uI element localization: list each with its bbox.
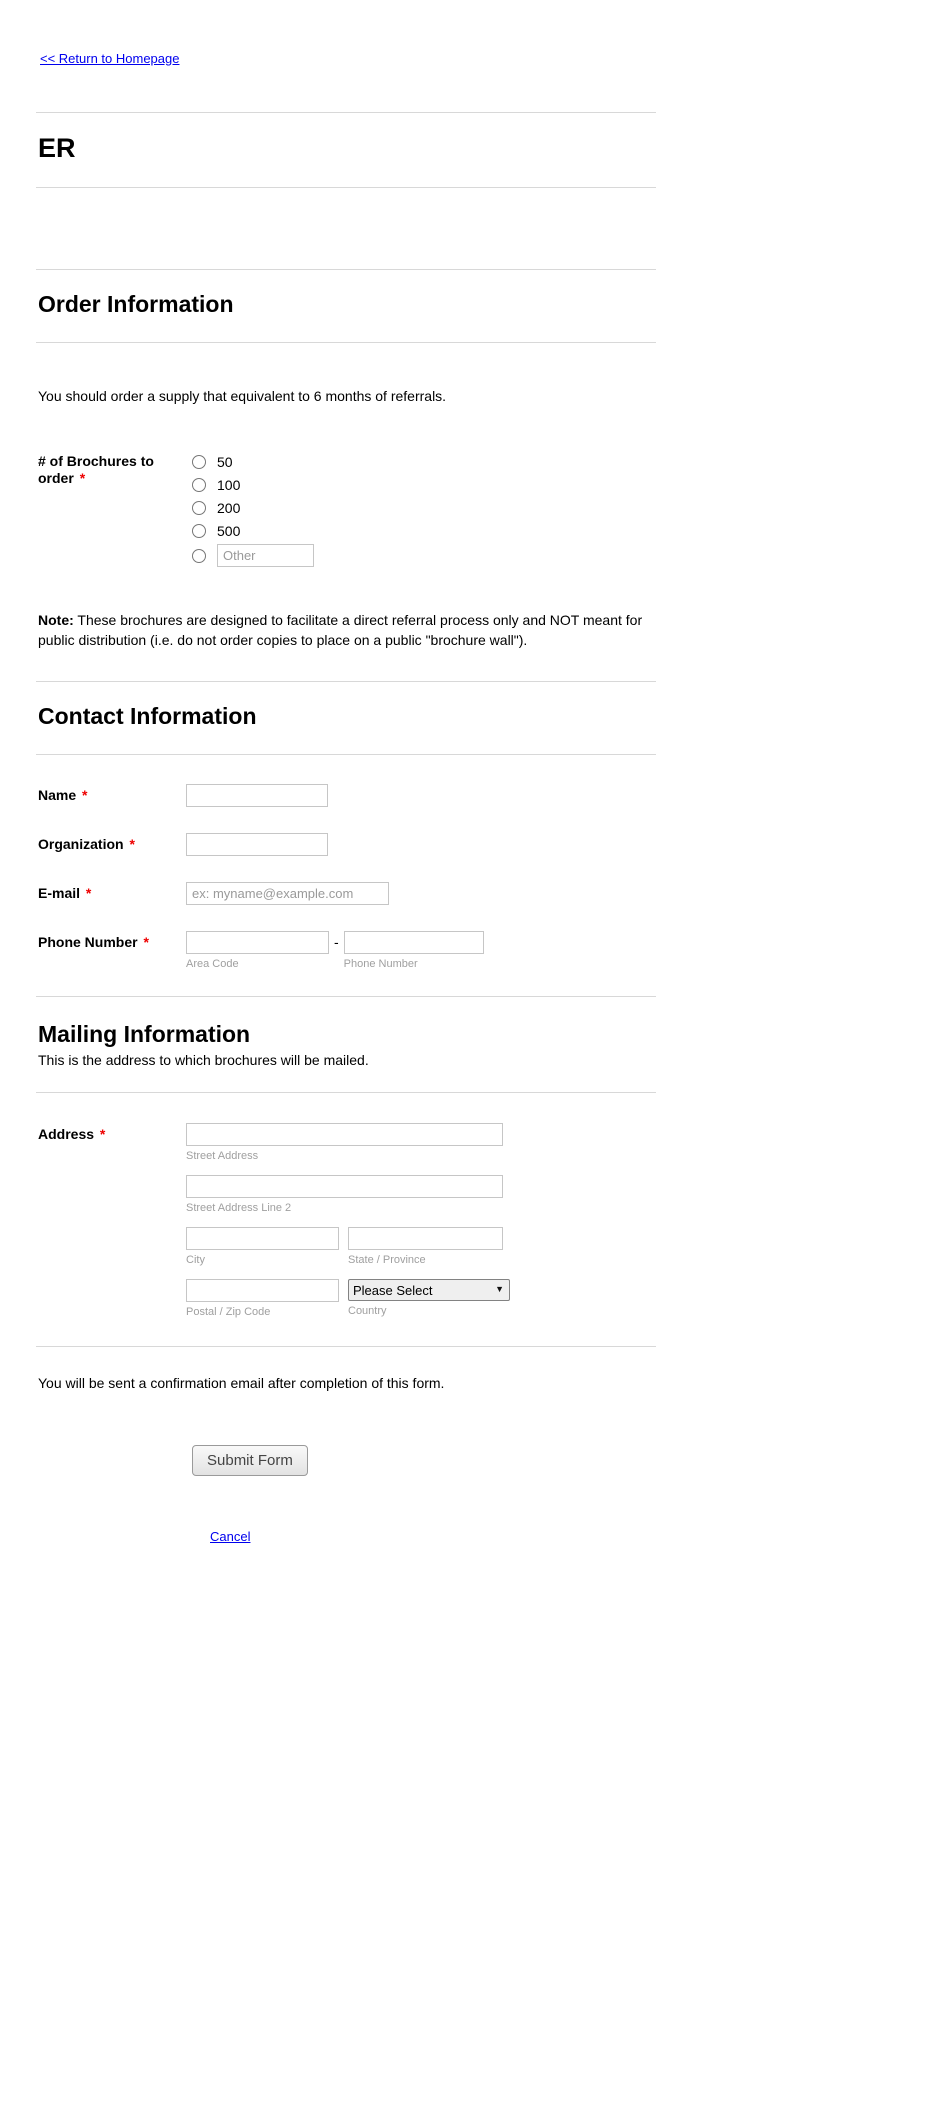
brochures-radio-other[interactable]: [192, 549, 206, 563]
postal-code-sublabel: Postal / Zip Code: [186, 1306, 271, 1318]
order-note: [38, 610, 656, 650]
name-input[interactable]: [186, 784, 328, 807]
cancel-row: [210, 1528, 656, 1546]
brochures-option-500[interactable]: [186, 519, 314, 542]
email-input[interactable]: [186, 882, 389, 905]
name-field-label: [36, 784, 186, 804]
city-group: [186, 1227, 339, 1266]
phone-area-group: [186, 931, 329, 970]
section-divider: [36, 754, 656, 755]
brochures-field-label: [36, 450, 186, 487]
postal-code-input[interactable]: [186, 1279, 339, 1302]
order-section-heading: Order Information: [38, 291, 234, 317]
street-address-group: [186, 1123, 510, 1162]
brochures-option-other[interactable]: [186, 542, 314, 569]
organization-input[interactable]: [186, 833, 328, 856]
brochures-option-label: 500: [217, 522, 241, 539]
name-field: [36, 784, 656, 807]
section-divider: [36, 1346, 656, 1347]
submit-button[interactable]: Submit Form: [192, 1445, 308, 1476]
section-divider: [36, 342, 656, 343]
city-state-line: [186, 1227, 510, 1266]
brochures-radio-200[interactable]: [192, 501, 206, 515]
confirmation-text: You will be sent a confirmation email after completion of this form.: [38, 1375, 445, 1391]
mailing-description: This is the address to which brochures will be mailed.: [38, 1052, 369, 1068]
postal-group: [186, 1279, 339, 1318]
cancel-link[interactable]: Cancel: [210, 1529, 251, 1544]
brochures-radio-500[interactable]: [192, 524, 206, 538]
street-address-input[interactable]: [186, 1123, 503, 1146]
order-instructions: You should order a supply that equivalent to 6 months of referrals.: [38, 388, 447, 404]
required-star: *: [143, 934, 149, 950]
area-code-sublabel: Area Code: [186, 958, 239, 970]
email-field: [36, 882, 656, 905]
mailing-section-heading: Mailing Information: [38, 1021, 251, 1047]
brochures-other-input[interactable]: [217, 544, 314, 567]
return-homepage-link[interactable]: << Return to Homepage: [40, 51, 180, 66]
section-divider: [36, 269, 656, 270]
brochures-option-100[interactable]: [186, 473, 314, 496]
section-divider: [36, 1092, 656, 1093]
contact-fields: [36, 784, 656, 970]
country-select-wrap: [348, 1279, 510, 1301]
required-star: *: [129, 836, 135, 852]
phone-number-input[interactable]: [344, 931, 484, 954]
phone-field: [36, 931, 656, 970]
phone-field-label: [36, 931, 186, 951]
country-group: [348, 1279, 510, 1318]
note-label: Note:: [38, 612, 74, 628]
required-star: *: [82, 787, 88, 803]
required-star: *: [99, 1126, 106, 1142]
street-address2-group: [186, 1175, 510, 1214]
brochures-field: [36, 450, 656, 569]
form-page: [36, 0, 656, 2106]
submit-row: [192, 1445, 656, 1476]
address-field-label: [36, 1123, 186, 1143]
postal-country-line: [186, 1279, 510, 1318]
street-address-sublabel: Street Address: [186, 1150, 259, 1162]
address-label-text: Address: [38, 1126, 95, 1142]
city-sublabel: City: [186, 1254, 205, 1266]
street-address2-input[interactable]: [186, 1175, 503, 1198]
phone-inputs: [186, 931, 484, 970]
form-title: ER: [38, 133, 76, 163]
state-group: [348, 1227, 503, 1266]
state-sublabel: State / Province: [348, 1254, 426, 1266]
organization-field-label: [36, 833, 186, 853]
brochures-radio-100[interactable]: [192, 478, 206, 492]
country-sublabel: Country: [348, 1305, 387, 1317]
section-divider: [36, 112, 656, 113]
required-star: *: [79, 470, 86, 486]
email-field-label: [36, 882, 186, 902]
phone-label-text: Phone Number: [38, 934, 138, 950]
brochures-option-label: 200: [217, 499, 241, 516]
organization-field: [36, 833, 656, 856]
brochures-option-label: 100: [217, 476, 241, 493]
name-label-text: Name: [38, 787, 77, 803]
section-divider: [36, 187, 656, 188]
phone-area-code-input[interactable]: [186, 931, 329, 954]
organization-label-text: Organization: [38, 836, 124, 852]
country-select[interactable]: [348, 1279, 510, 1301]
contact-section-heading: Contact Information: [38, 703, 257, 729]
note-text: These brochures are designed to facilitate a direct referral process only and NOT meant for public distribution (i.e. do not order copies to place on a public "brochure wall").: [38, 612, 643, 648]
phone-number-sublabel: Phone Number: [343, 958, 418, 970]
brochures-option-50[interactable]: [186, 450, 314, 473]
email-label-text: E-mail: [38, 885, 81, 901]
street-address2-sublabel: Street Address Line 2: [186, 1202, 292, 1214]
address-inputs: [186, 1123, 510, 1318]
required-star: *: [85, 885, 92, 901]
city-input[interactable]: [186, 1227, 339, 1250]
address-field: [36, 1123, 656, 1318]
dropdown-arrow-icon: ▼: [495, 1284, 504, 1294]
brochures-radio-group: [186, 450, 314, 569]
brochures-label-text: # of Brochures to order: [38, 453, 154, 486]
section-divider: [36, 996, 656, 997]
section-divider: [36, 681, 656, 682]
brochures-option-label: 50: [217, 453, 233, 470]
brochures-radio-50[interactable]: [192, 455, 206, 469]
phone-separator: -: [334, 934, 339, 950]
phone-number-group: [344, 931, 484, 970]
state-input[interactable]: [348, 1227, 503, 1250]
brochures-option-200[interactable]: [186, 496, 314, 519]
